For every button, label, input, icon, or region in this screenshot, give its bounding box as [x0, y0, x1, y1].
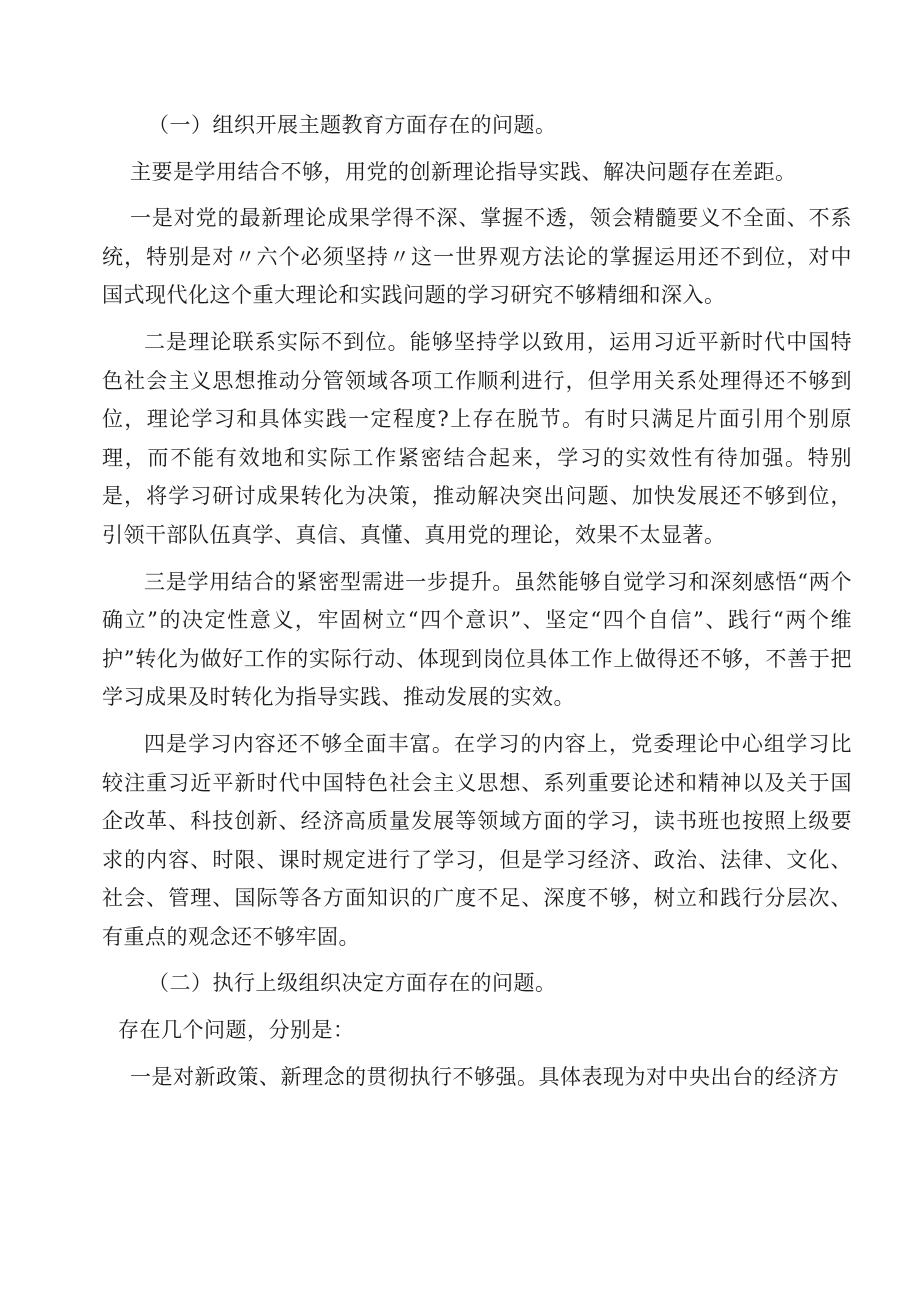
issue-paragraph-4: 四是学习内容还不够全面丰富。在学习的内容上，党委理论中心组学习比较注重习近平新时代中国特色社会主义思想、系列重要论述和精神以及关于国企改革、科技创新、经济高质量发展等领域方面的学习，读书班也按照上级要求的内容、时限、课时规定进行了学习，但是学习经济、政治、法律、文化、社会、管理、国际等各方面知识的广度不足、深度不够，树立和践行分层次、有重点的观念还不够牢固。: [102, 731, 852, 949]
issue-paragraph-3: 三是学用结合的紧密型需进一步提升。虽然能够自觉学习和深刻感悟“两个确立”的决定性意义，牢固树立“四个意识”、坚定“四个自信”、践行“两个维护”转化为做好工作的实际行动、体现到岗位具体工作上做得还不够，不善于把学习成果及时转化为指导实践、推动发展的实效。: [102, 569, 852, 710]
issue-paragraph-5: 一是对新政策、新理念的贯彻执行不够强。具体表现为对中央出台的经济方: [130, 1064, 840, 1089]
summary-paragraph-1: 主要是学用结合不够，用党的创新理论指导实践、解决问题存在差距。: [130, 159, 797, 184]
issue-paragraph-1: 一是对党的最新理论成果学得不深、掌握不透，领会精髓要义不全面、不系统，特别是对〃六个必须坚持〃这一世界观方法论的掌握运用还不到位，对中国式现代化这个重大理论和实践问题的学习研究不够精细和深入。: [102, 206, 852, 308]
document-body: [102, 106, 852, 1104]
issue-paragraph-2: 二是理论联系实际不到位。能够坚持学以致用，运用习近平新时代中国特色社会主义思想推动分管领域各项工作顺利进行，但学用关系处理得还不够到位，理论学习和具体实践一定程度?上存在脱节。有时只满足片面引用个别原理，而不能有效地和实际工作紧密结合起来，学习的实效性有待加强。特别是，将学习研讨成果转化为决策，推动解决突出问题、加快发展还不够到位，引领干部队伍真学、真信、真懂、真用党的理论，效果不太显著。: [102, 329, 852, 547]
section-heading-1: （一）组织开展主题教育方面存在的问题。: [148, 113, 557, 137]
summary-paragraph-2: 存在几个问题，分别是：: [118, 1018, 355, 1043]
section-heading-2: （二）执行上级组织决定方面存在的问题。: [148, 971, 557, 996]
